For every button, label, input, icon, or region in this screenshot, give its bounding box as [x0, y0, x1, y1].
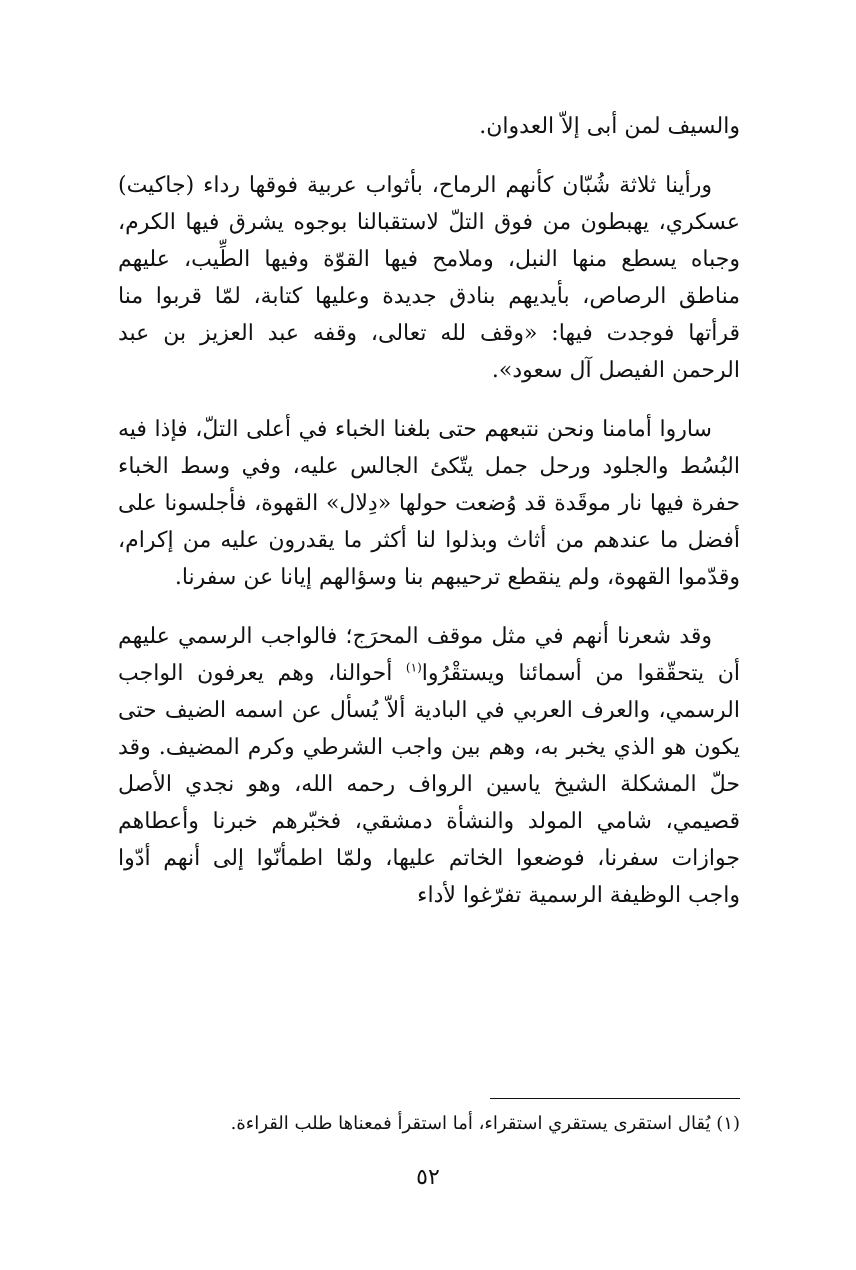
footnote-reference: (١) — [405, 660, 422, 675]
paragraph-2: ورأينا ثلاثة شُبّان كأنهم الرماح، بأثواب عربية فوقها رداء (جاكيت) عسكري، يهبطون من فوق التلّ لاستقبالنا بوجوه يشرق فيها الكرم، وجباه يسطع منها النبل، وملامح فيها القوّة وفيها الطِّيب، عليهم مناطق الرصاص، بأيديهم بنادق جديدة وعليها كتابة، لمّا قربوا منا قرأتها فوجدت فيها: «وقف لله تعالى، وقفه عبد العزيز بن عبد الرحمن الفيصل آل سعود». — [118, 173, 740, 383]
paragraph-3: ساروا أمامنا ونحن نتبعهم حتى بلغنا الخباء في أعلى التلّ، فإذا فيه البُسُط والجلود ورحل جمل يتّكئ الجالس عليه، وفي وسط الخباء حفرة فيها نار موقَدة قد وُضعت حولها «دِلال» القهوة، فأجلسونا على أفضل ما عندهم من أثاث وبذلوا لنا أكثر ما يقدرون عليه من إكرام، وقدّموا القهوة، ولم ينقطع ترحيبهم بنا وسؤالهم إيانا عن سفرنا. — [118, 417, 740, 590]
page-number: ٥٢ — [416, 1165, 440, 1190]
page-body — [118, 108, 740, 914]
paragraph-4-part-1: وقد شعرنا أنهم في مثل موقف المحرَج؛ فالواجب الرسمي عليهم أن يتحقّقوا من أسمائنا ويستقْرُوا — [118, 624, 740, 686]
paragraph-4 — [118, 618, 740, 914]
paragraph-1: والسيف لمن أبى إلاّ العدوان. — [479, 114, 740, 139]
footnote-divider — [490, 1098, 740, 1099]
footnote: (١) يُقال استقرى يستقري استقراء، أما استقرأ فمعناها طلب القراءة. — [230, 1113, 740, 1134]
paragraph-4-part-2: أحوالنا، وهم يعرفون الواجب الرسمي، والعرف العربي في البادية ألاّ يُسأل عن اسمه الضيف حتى يكون هو الذي يخبر به، وهم بين واجب الشرطي وكرم المضيف. وقد حلّ المشكلة الشيخ ياسين الرواف رحمه الله، وهو نجدي الأصل قصيمي، شامي المولد والنشأة دمشقي، فخبّرهم خبرنا وأعطاهم جوازات سفرنا، فوضعوا الخاتم عليها، ولمّا اطمأنّوا إلى أنهم أدّوا واجب الوظيفة الرسمية تفرّغوا لأداء — [118, 661, 740, 908]
